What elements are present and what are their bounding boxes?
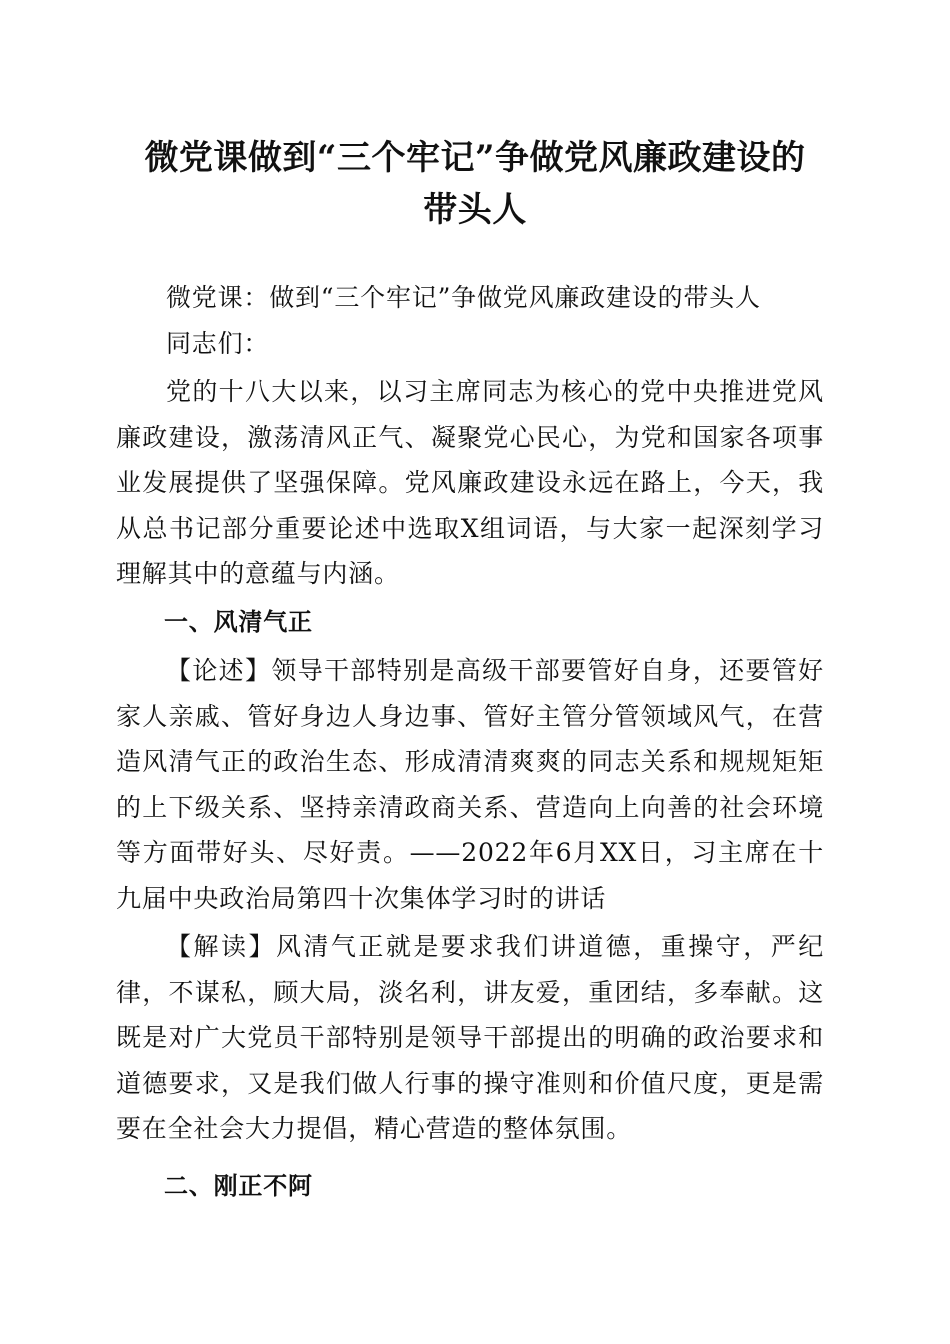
section-1-lunshu-paragraph: 【论述】领导干部特别是高级干部要管好自身，还要管好家人亲戚、管好身边人身边事、管好主管分管领域风气，在营造风清气正的政治生态、形成清清爽爽的同志关系和规规矩矩的上下级关系、坚持亲清政商关系、营造向上向善的社会环境等方面带好头、尽好责。——2022年6月XX日，习主席在十九届中央政治局第四十次集体学习时的讲话: [116, 656, 824, 913]
subtitle-paragraph: 微党课：做到“三个牢记”争做党风廉政建设的带头人: [166, 283, 761, 312]
title-line-2: 带头人: [423, 190, 527, 230]
section-heading-2: 二、刚正不阿: [164, 1171, 313, 1200]
document-title: [100, 132, 850, 236]
salutation-paragraph: 同志们：: [166, 328, 270, 358]
section-heading-1: 一、风清气正: [164, 607, 313, 636]
document-body: [116, 275, 824, 1209]
title-line-1: 微党课做到“三个牢记”争做党风廉政建设的: [144, 138, 806, 178]
section-1-jiedu-paragraph: 【解读】风清气正就是要求我们讲道德，重操守，严纪律，不谋私，顾大局，淡名利，讲友爱，重团结，多奉献。这既是对广大党员干部特别是领导干部提出的明确的政治要求和道德要求，又是我们做人行事的操守准则和价值尺度，更是需要在全社会大力提倡，精心营造的整体氛围。: [116, 932, 824, 1143]
intro-paragraph: 党的十八大以来，以习主席同志为核心的党中央推进党风廉政建设，激荡清风正气、凝聚党心民心，为党和国家各项事业发展提供了坚强保障。党风廉政建设永远在路上，今天，我从总书记部分重要论述中选取X组词语，与大家一起深刻学习理解其中的意蕴与内涵。: [116, 377, 824, 588]
